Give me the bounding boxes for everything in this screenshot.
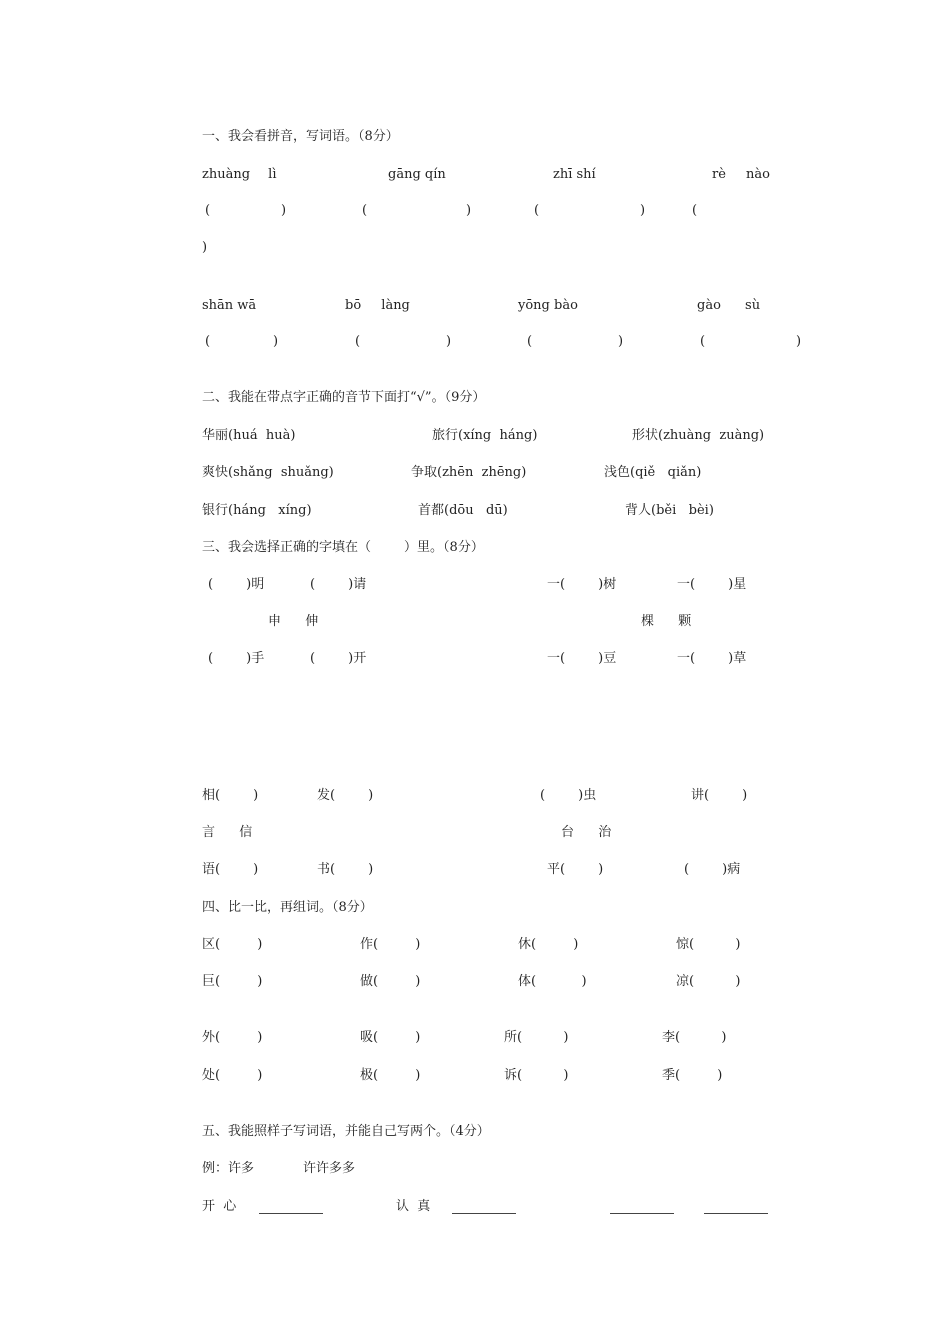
pinyin-choice-item: 首都(dōu dū): [418, 503, 508, 518]
answer-paren-close: ): [446, 334, 452, 349]
fill-item: 一( )树: [547, 577, 617, 592]
compare-item: 做( ): [360, 974, 421, 989]
compare-item: 惊( ): [676, 937, 741, 952]
pinyin-1: zhuàng lì: [202, 167, 277, 182]
answer-paren-open: (: [355, 334, 361, 349]
section2-title: 二、我能在带点字正确的音节下面打“√”。（9分）: [202, 390, 486, 405]
fill-item: ( )病: [684, 862, 741, 877]
fill-item: 一( )豆: [547, 651, 617, 666]
choice-chars: 言 信: [202, 825, 253, 840]
section1-title: 一、我会看拼音，写词语。（8分）: [202, 129, 399, 144]
answer-paren-close: ): [202, 240, 208, 255]
fill-item: 一( )草: [677, 651, 747, 666]
word-prompt: 开 心: [202, 1199, 237, 1214]
fill-item: ( )请: [310, 577, 367, 592]
pinyin-8: gào sù: [697, 298, 761, 313]
pinyin-choice-item: 背人(běi bèi): [625, 503, 714, 518]
compare-item: 季( ): [662, 1068, 723, 1083]
compare-item: 体( ): [518, 974, 587, 989]
answer-blank[interactable]: [610, 1199, 674, 1214]
pinyin-choice-item: 争取(zhēn zhēng): [411, 465, 527, 480]
answer-paren-open: (: [362, 203, 368, 218]
compare-item: 凉( ): [676, 974, 741, 989]
answer-paren-open: (: [534, 203, 540, 218]
compare-item: 区( ): [202, 937, 263, 952]
compare-item: 诉( ): [504, 1068, 569, 1083]
answer-paren-open: (: [205, 334, 211, 349]
pinyin-choice-item: 银行(háng xíng): [202, 503, 312, 518]
pinyin-choice-item: 浅色(qiě qiǎn): [604, 465, 702, 480]
answer-paren-close: ): [466, 203, 472, 218]
section5-title: 五、我能照样子写词语，并能自己写两个。（4分）: [202, 1124, 490, 1139]
pinyin-7: yōng bào: [518, 298, 578, 313]
answer-paren-close: ): [273, 334, 279, 349]
choice-chars: 棵 颗: [641, 614, 692, 629]
fill-item: 发( ): [317, 788, 374, 803]
fill-item: ( )虫: [540, 788, 597, 803]
choice-chars: 申 伸: [268, 614, 319, 629]
fill-item: 平( ): [547, 862, 604, 877]
answer-blank[interactable]: [259, 1199, 323, 1214]
compare-item: 所( ): [504, 1030, 569, 1045]
compare-item: 极( ): [360, 1068, 421, 1083]
fill-item: 一( )星: [677, 577, 747, 592]
compare-item: 巨( ): [202, 974, 263, 989]
pinyin-choice-item: 爽快(shǎng shuǎng): [202, 465, 334, 480]
pinyin-choice-item: 形状(zhuàng zuàng): [632, 428, 765, 443]
answer-blank[interactable]: [452, 1199, 516, 1214]
choice-chars: 台 治: [561, 825, 612, 840]
fill-item: 相( ): [202, 788, 259, 803]
example-answer: 许许多多: [303, 1161, 356, 1176]
fill-item: 语( ): [202, 862, 259, 877]
fill-item: 书( ): [317, 862, 374, 877]
fill-item: 讲( ): [691, 788, 748, 803]
section3-title: 三、我会选择正确的字填在（ ）里。（8分）: [202, 540, 484, 555]
pinyin-2: gāng qín: [388, 167, 446, 182]
pinyin-3: zhī shí: [553, 167, 596, 182]
answer-paren-open: (: [700, 334, 706, 349]
answer-paren-close: ): [640, 203, 646, 218]
compare-item: 处( ): [202, 1068, 263, 1083]
answer-paren-close: ): [796, 334, 802, 349]
compare-item: 作( ): [360, 937, 421, 952]
pinyin-5: shān wā: [202, 298, 257, 313]
section4-title: 四、比一比，再组词。（8分）: [202, 900, 373, 915]
example-label: 例：许多: [202, 1161, 255, 1176]
answer-paren-close: ): [281, 203, 287, 218]
fill-item: ( )手: [208, 651, 265, 666]
compare-item: 休( ): [518, 937, 579, 952]
word-prompt: 认 真: [396, 1199, 431, 1214]
pinyin-6: bō làng: [345, 298, 410, 313]
pinyin-4: rè nào: [712, 167, 770, 182]
fill-item: ( )开: [310, 651, 367, 666]
pinyin-choice-item: 旅行(xíng háng): [432, 428, 538, 443]
answer-paren-open: (: [527, 334, 533, 349]
answer-paren-open: (: [692, 203, 698, 218]
answer-blank[interactable]: [704, 1199, 768, 1214]
compare-item: 吸( ): [360, 1030, 421, 1045]
answer-paren-open: (: [205, 203, 211, 218]
compare-item: 外( ): [202, 1030, 263, 1045]
pinyin-choice-item: 华丽(huá huà): [202, 428, 296, 443]
answer-paren-close: ): [618, 334, 624, 349]
compare-item: 李( ): [662, 1030, 727, 1045]
fill-item: ( )明: [208, 577, 265, 592]
